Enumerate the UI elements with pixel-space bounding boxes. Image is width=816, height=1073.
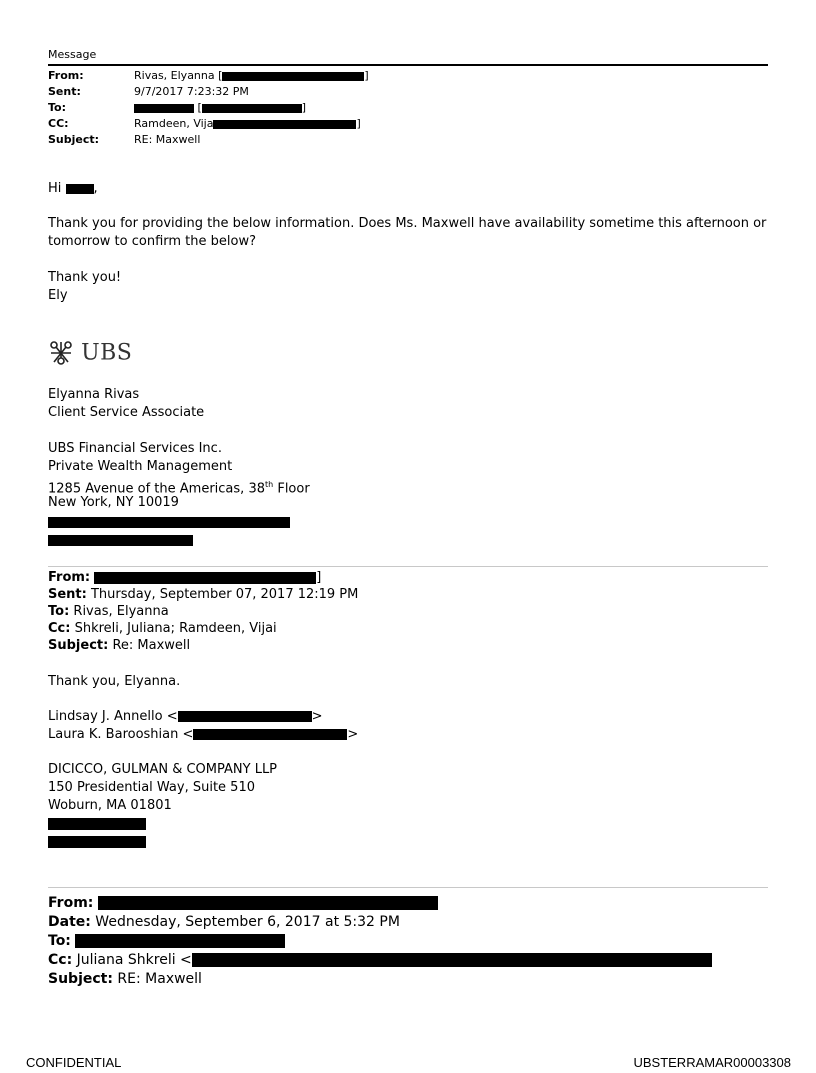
header-rule bbox=[48, 64, 768, 66]
email2-cc-value: Shkreli, Juliana; Ramdeen, Vijai bbox=[70, 621, 277, 636]
redaction bbox=[192, 953, 712, 967]
redaction bbox=[202, 104, 302, 113]
greeting bbox=[48, 180, 98, 198]
sig-address-main: 1285 Avenue of the Americas, 38 bbox=[48, 481, 265, 497]
redaction bbox=[48, 535, 193, 546]
separator bbox=[48, 887, 768, 888]
ubs-logo bbox=[46, 338, 132, 368]
email3-to-label: To: bbox=[48, 933, 71, 949]
body-paragraph-line1: Thank you for providing the below information. Does Ms. Maxwell have availability sometime this afternoon or bbox=[48, 216, 767, 231]
to-value: [ ] bbox=[134, 101, 306, 114]
email2-city: Woburn, MA 01801 bbox=[48, 798, 172, 813]
section-title: Message bbox=[48, 48, 97, 61]
cc-label: CC: bbox=[48, 117, 69, 130]
sent-value: 9/7/2017 7:23:32 PM bbox=[134, 85, 249, 98]
sig-company: UBS Financial Services Inc. bbox=[48, 441, 222, 456]
sig-address-end: Floor bbox=[273, 481, 310, 497]
body-paragraph-line2: tomorrow to confirm the below? bbox=[48, 234, 256, 249]
from-label: From: bbox=[48, 69, 84, 82]
email3-from bbox=[48, 894, 438, 913]
redaction bbox=[94, 572, 316, 584]
email2-sent-label: Sent: bbox=[48, 587, 87, 602]
email2-firm: DICICCO, GULMAN & COMPANY LLP bbox=[48, 762, 278, 777]
footer-confidential: CONFIDENTIAL bbox=[26, 1055, 122, 1070]
from-suffix: ] bbox=[364, 69, 369, 82]
sig-city: New York, NY 10019 bbox=[48, 495, 179, 510]
email2-body: Thank you, Elyanna. bbox=[48, 674, 181, 689]
email3-subject bbox=[48, 970, 202, 989]
email2-subject-label: Subject: bbox=[48, 638, 109, 653]
email2-to-value: Rivas, Elyanna bbox=[69, 604, 169, 619]
sig-name: Elyanna Rivas bbox=[48, 387, 140, 402]
sig-division: Private Wealth Management bbox=[48, 459, 233, 474]
email2-from-end: ] bbox=[316, 570, 322, 585]
subject-label: Subject: bbox=[48, 133, 100, 146]
email2-subject-value: Re: Maxwell bbox=[108, 638, 191, 653]
redaction bbox=[222, 72, 364, 81]
cc-name: Ramdeen, Vija bbox=[134, 117, 214, 130]
redaction bbox=[98, 896, 438, 910]
email2-to bbox=[48, 603, 169, 621]
contact2-end: > bbox=[347, 727, 359, 742]
email3-date-label: Date: bbox=[48, 914, 91, 930]
signoff-line: Ely bbox=[48, 288, 68, 303]
contact1-name: Lindsay J. Annello < bbox=[48, 709, 178, 724]
ubs-logo-text: UBS bbox=[81, 340, 133, 366]
email2-sent-value: Thursday, September 07, 2017 12:19 PM bbox=[86, 587, 359, 602]
separator bbox=[48, 566, 768, 567]
email2-from bbox=[48, 569, 321, 587]
email2-cc-label: Cc: bbox=[48, 621, 71, 636]
redaction bbox=[134, 104, 194, 113]
email3-to bbox=[48, 932, 285, 951]
cc-suffix: ] bbox=[356, 117, 361, 130]
redaction bbox=[48, 818, 146, 830]
email3-cc bbox=[48, 951, 712, 970]
email2-to-label: To: bbox=[48, 604, 70, 619]
redaction bbox=[193, 729, 347, 740]
subject-value: RE: Maxwell bbox=[134, 133, 201, 146]
email2-contact2 bbox=[48, 726, 358, 744]
from-value bbox=[134, 69, 369, 82]
email3-subject-value: RE: Maxwell bbox=[112, 971, 202, 987]
greeting-comma: , bbox=[93, 181, 98, 196]
sent-label: Sent: bbox=[48, 85, 81, 98]
redaction bbox=[213, 120, 356, 129]
to-label: To: bbox=[48, 101, 66, 114]
email3-date-value: Wednesday, September 6, 2017 at 5:32 PM bbox=[90, 914, 400, 930]
sig-address-sup: th bbox=[264, 480, 274, 489]
email2-contact1 bbox=[48, 708, 323, 726]
thanks-line: Thank you! bbox=[48, 270, 122, 285]
email3-cc-value: Juliana Shkreli < bbox=[72, 952, 192, 968]
email3-date bbox=[48, 913, 400, 932]
email2-street: 150 Presidential Way, Suite 510 bbox=[48, 780, 255, 795]
redaction bbox=[48, 836, 146, 848]
email2-sent bbox=[48, 586, 358, 604]
keys-icon bbox=[46, 338, 76, 368]
redaction bbox=[48, 517, 290, 528]
contact2-name: Laura K. Barooshian < bbox=[48, 727, 194, 742]
email2-cc bbox=[48, 620, 277, 638]
redaction bbox=[66, 184, 94, 194]
cc-value bbox=[134, 117, 361, 130]
footer-bates-number: UBSTERRAMAR00003308 bbox=[633, 1055, 791, 1070]
greeting-word: Hi bbox=[48, 181, 62, 196]
sig-title: Client Service Associate bbox=[48, 405, 205, 420]
email2-from-label: From: bbox=[48, 570, 91, 585]
to-suffix: ] bbox=[301, 101, 307, 114]
redaction bbox=[178, 711, 312, 722]
email2-subject bbox=[48, 637, 190, 655]
email3-cc-label: Cc: bbox=[48, 952, 73, 968]
from-name: Rivas, Elyanna [ bbox=[134, 69, 223, 82]
email3-from-label: From: bbox=[48, 895, 94, 911]
email3-subject-label: Subject: bbox=[48, 971, 113, 987]
contact1-end: > bbox=[311, 709, 323, 724]
redaction bbox=[75, 934, 285, 948]
